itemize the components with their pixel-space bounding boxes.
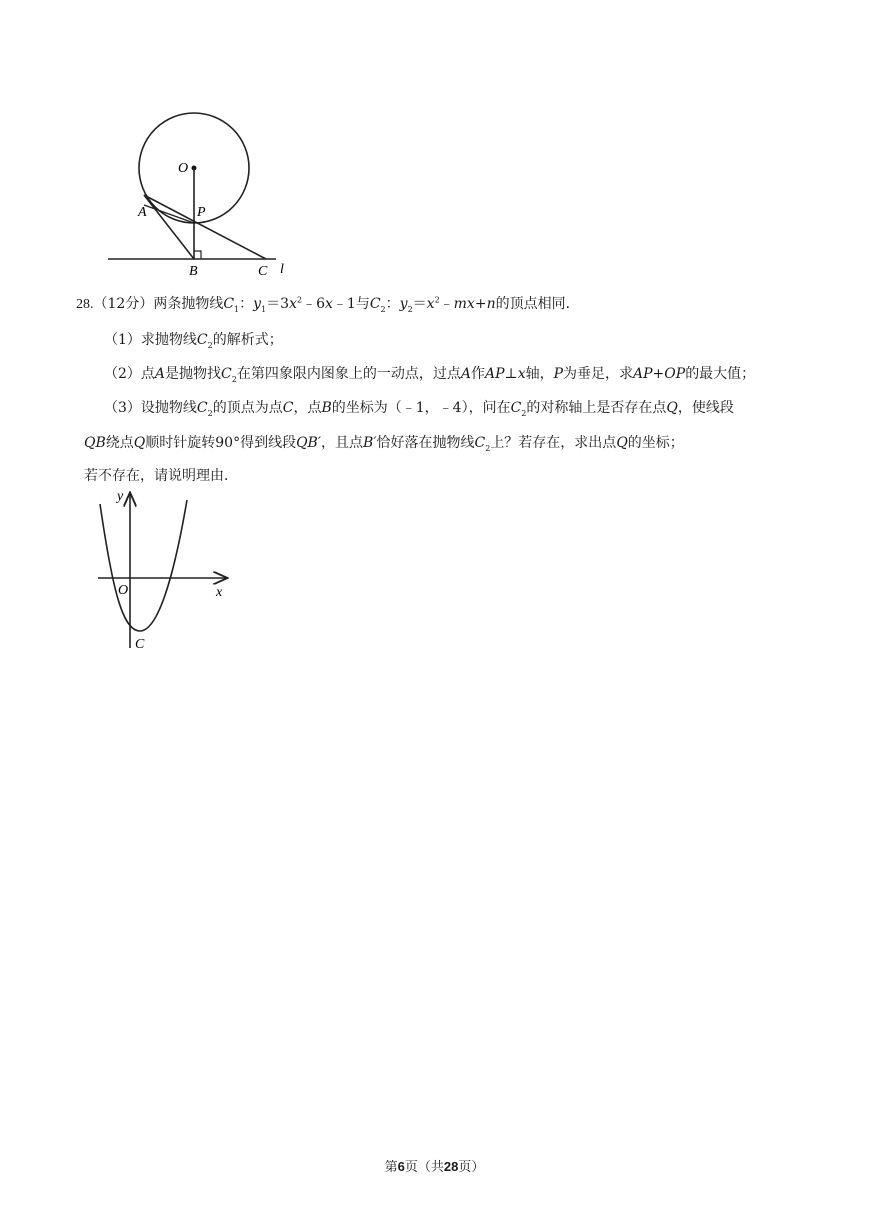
label-b: B bbox=[189, 264, 198, 279]
label-y: y bbox=[117, 489, 124, 504]
page-footer: 第6页（共28页） bbox=[384, 1159, 485, 1175]
problem-part-3-line-2: QB绕点Q顺时针旋转90°得到线段QB′，且点B′恰好落在抛物线$C_2$上？若存在，求出点Q的坐标； bbox=[84, 435, 684, 453]
label-c: C bbox=[258, 264, 268, 279]
label-l: l bbox=[280, 262, 284, 277]
problem-part-2: （2）点A是抛物找$C_2$在第四象限内图象上的一动点，过点A作AP⊥x轴，P为垂足，求AP+OP的最大值； bbox=[104, 366, 756, 384]
problem-part-3-line-3: 若不存在，请说明理由． bbox=[84, 468, 238, 484]
problem-part-1: （1）求抛物线$C_2$的解析式； bbox=[104, 332, 283, 350]
label-p: P bbox=[197, 205, 206, 220]
label-vertex-c: C bbox=[135, 637, 145, 652]
segment-ab bbox=[144, 195, 194, 259]
label-x: x bbox=[216, 585, 223, 600]
current-page-number: 6 bbox=[397, 1159, 405, 1174]
total-pages: 28 bbox=[443, 1159, 459, 1174]
parabola-figure bbox=[90, 486, 240, 656]
problem-part-3-line-1: （3）设抛物线$C_2$的顶点为点C，点B的坐标为（﹣1，﹣4），问在$C_2$的对称轴上是否存在点Q，使线段 bbox=[104, 400, 734, 418]
label-a: A bbox=[138, 205, 147, 220]
label-o: O bbox=[178, 161, 189, 176]
parabola-curve bbox=[100, 500, 187, 631]
label-origin: O bbox=[118, 583, 129, 598]
geometry-figure-circle bbox=[100, 110, 300, 280]
problem-stem: 28.（12分）两条抛物线$C_1$：$y_1=3x^2﹣6x﹣1$与$C_2$：$y_2=x^2﹣mx+n$的顶点相同． bbox=[76, 295, 580, 314]
right-angle-mark bbox=[194, 251, 201, 259]
